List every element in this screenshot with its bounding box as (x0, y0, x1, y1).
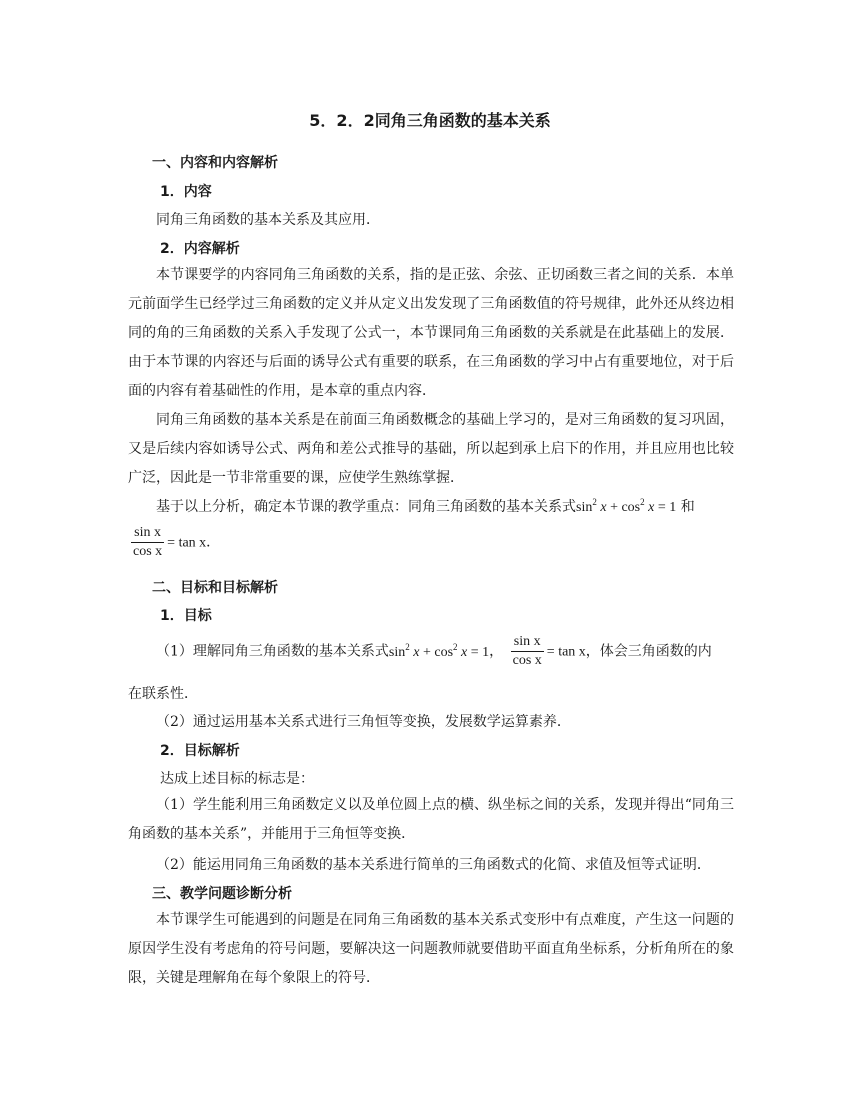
quotient-fraction: $\frac{\text{sin x}}{\text{cos x}}$ (133, 525, 163, 559)
subheading-content-analysis: 2．内容解析 (160, 241, 240, 257)
section-heading-1: 一、内容和内容解析 (152, 155, 278, 171)
focus-sentence (156, 496, 695, 516)
subheading-goal: 1．目标 (160, 608, 212, 624)
goal-1: （1）理解同角三角函数的基本关系式$\sin^2 x + \cos^2 x = 1$， $\frac{\text{sin x}}{\text{cos x}}$ = tan x，体会三角函数的内 (156, 634, 712, 668)
section-heading-2: 二、目标和目标解析 (152, 580, 278, 596)
paragraph-analysis-2: 同角三角函数的基本关系是在前面三角函数概念的基础上学习的，是对三角函数的复习巩固，又是后续内容如诱导公式、两角和差公式推导的基础，所以起到承上启下的作用，并且应用也比较广泛，因此是一节非常重要的课，应使学生熟练掌握． (128, 412, 734, 486)
goal-analysis-intro: 达成上述目标的标志是： (160, 771, 314, 787)
conjunction-text: 和 (680, 499, 695, 515)
content-text: 同角三角函数的基本关系及其应用． (156, 212, 380, 228)
page-title: 5．2．2同角三角函数的基本关系 (309, 111, 551, 130)
identity-formula: $\sin^2 x + \cos^2 x = 1$ (576, 497, 677, 515)
goal-analysis-item-1: （1）学生能利用三角函数定义以及单位圆上点的横、纵坐标之间的关系，发现并得出“同角三角函数的基本关系”，并能用于三角恒等变换． (128, 797, 734, 842)
goal-analysis-item-2: （2）能运用同角三角函数的基本关系进行简单的三角函数式的化简、求值及恒等式证明． (156, 857, 711, 873)
paragraph-analysis-1: 本节课要学的内容同角三角函数的关系，指的是正弦、余弦、正切函数三者之间的关系．本单元前面学生已经学过三角函数的定义并从定义出发发现了三角函数值的符号规律，此外还从终边相同的角的三角函数的关系入手发现了公式一，本节课同角三角函数的关系就是在此基础上的发展．由于本节课的内容还与后面的诱导公式有重要的联系，在三角函数的学习中占有重要地位，对于后面的内容有着基础性的作用，是本章的重点内容． (128, 267, 734, 399)
focus-sentence-text: 基于以上分析，确定本节课的教学重点：同角三角函数的基本关系式 (156, 499, 576, 515)
identity-formula-2: $\sin^2 x + \cos^2 x = 1$ (388, 641, 490, 660)
quotient-fraction-2: $\frac{\text{sin x}}{\text{cos x}}$ (512, 634, 542, 668)
paragraph-diagnosis: 本节课学生可能遇到的问题是在同角三角函数的基本关系式变形中有点难度，产生这一问题的原因学生没有考虑角的符号问题，要解决这一问题教师就要借助平面直角坐标系，分析角所在的象限，关键是理解角在每个象限上的符号． (128, 912, 734, 986)
goal-1-wrap: 在联系性． (128, 686, 198, 702)
goal-2: （2）通过运用基本关系式进行三角恒等变换，发展数学运算素养． (156, 714, 571, 730)
subheading-content: 1．内容 (160, 184, 212, 200)
quotient-formula-line: $\frac{\text{sin x}}{\text{cos x}}$ = tan x． (133, 525, 221, 559)
subheading-goal-analysis: 2．目标解析 (160, 743, 240, 759)
section-heading-3: 三、教学问题诊断分析 (152, 886, 292, 902)
